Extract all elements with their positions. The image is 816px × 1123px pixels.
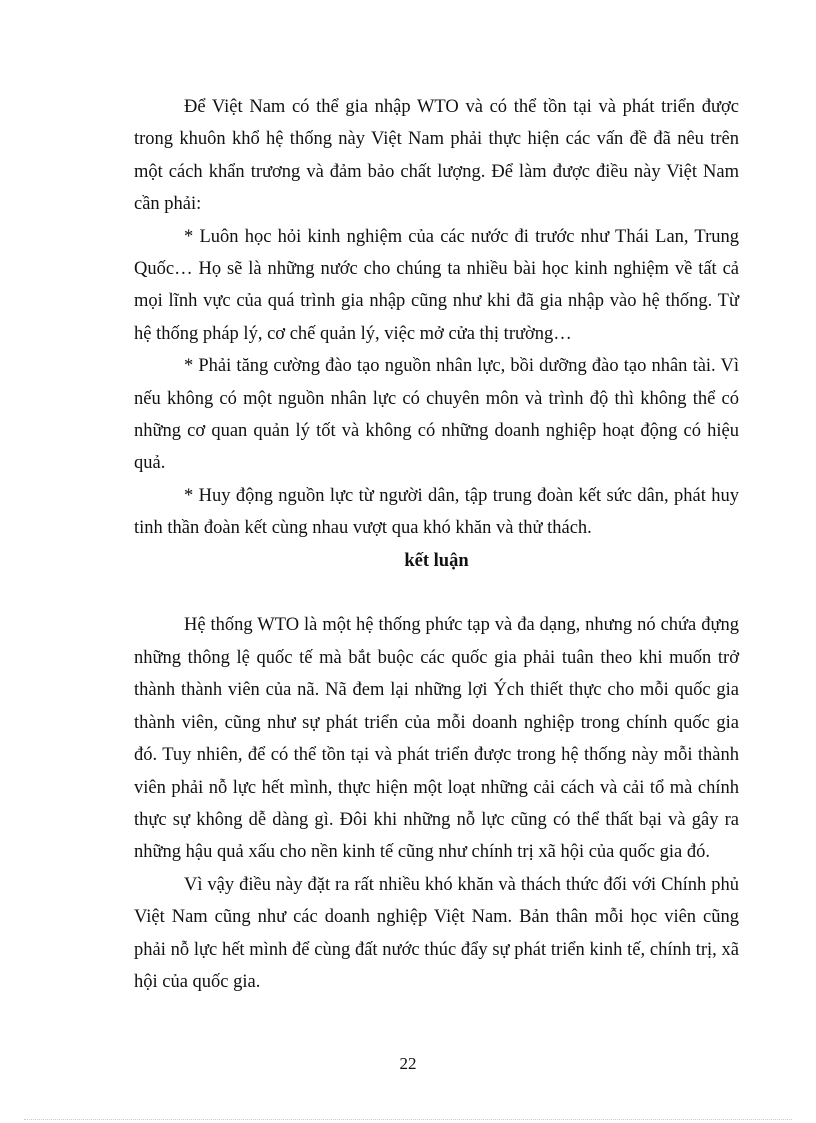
paragraph-conclusion-wto: Hệ thống WTO là một hệ thống phức tạp và đa dạng, nhưng nó chứa đựng những thông lệ quốc tế mà bắt buộc các quốc gia phải tuân theo khi muốn trở thành thành viên của nã. Nã đem lại những lợi Ých thiết thực cho mỗi quốc gia thành viên, cũng như sự phát triển của mỗi doanh nghiệp trong chính quốc gia đó. Tuy nhiên, để có thể tồn tại và phát triển được trong hệ thống này mỗi thành viên phải nỗ lực hết mình, thực hiện một loạt những cải cách và cải tổ mà chính thực sự không dễ dàng gì. Đôi khi những nỗ lực cũng có thể thất bại và gây ra những hậu quả xấu cho nền kinh tế cũng như chính trị xã hội của quốc gia đó. [134,615,739,863]
paragraph-bullet-mobilize: * Huy động nguồn lực từ người dân, tập trung đoàn kết sức dân, phát huy tinh thần đoàn kết cùng nhau vượt qua khó khăn và thử thách. [134,485,739,539]
paragraph-bullet-experience: * Luôn học hỏi kinh nghiệm của các nước đi trước như Thái Lan, Trung Quốc… Họ sẽ là những nước cho chúng ta nhiều bài học kinh nghiệm về tất cả mọi lĩnh vực của quá trình gia nhập cũng như khi đã gia nhập vào hệ thống. Từ hệ thống pháp lý, cơ chế quản lý, việc mở cửa thị trường… [134,226,739,344]
page-number: 22 [399,1054,417,1073]
conclusion-heading: kết luận [404,550,469,571]
paragraph-intro: Để Việt Nam có thể gia nhập WTO và có thể tồn tại và phát triển được trong khuôn khổ hệ thống này Việt Nam phải thực hiện các vấn đề đã nêu trên một cách khẩn trương và đảm bảo chất lượng. Để làm được điều này Việt Nam cần phải: [134,97,739,215]
paragraph-bullet-training: * Phải tăng cường đào tạo nguồn nhân lực, bồi dưỡng đào tạo nhân tài. Vì nếu không có một nguồn nhân lực có chuyên môn và trình độ thì không thể có những cơ quan quản lý tốt và không có những doanh nghiệp hoạt động có hiệu quả. [134,356,739,474]
page-bottom-divider [24,1119,792,1120]
page-body [134,91,739,998]
section-spacer [134,577,739,609]
paragraph-conclusion-challenges: Vì vậy điều này đặt ra rất nhiều khó khăn và thách thức đối với Chính phủ Việt Nam cũng như các doanh nghiệp Việt Nam. Bản thân mỗi học viên cũng phải nỗ lực hết mình để cùng đất nước thúc đẩy sự phát triển kinh tế, chính trị, xã hội của quốc gia. [134,874,739,992]
